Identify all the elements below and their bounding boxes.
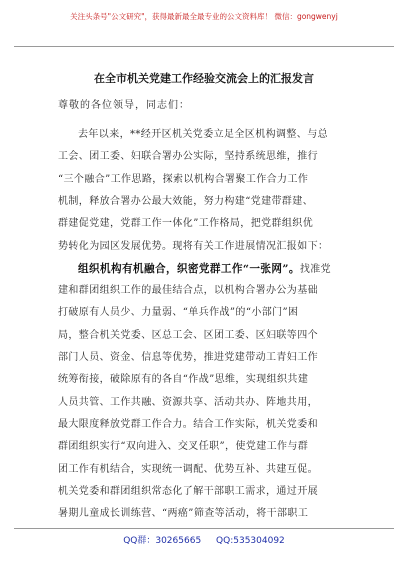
line-text: 势转化为园区发展优势。现将有关工作进展情况汇报如下：	[58, 240, 329, 252]
body-line	[58, 485, 318, 499]
body-line	[58, 351, 318, 365]
qq-group-text: QQ群：30265665	[123, 536, 202, 546]
line-text: 部门人员、资金、信息等优势，推进党建带动工青妇工作	[58, 352, 318, 363]
body-line	[58, 329, 318, 343]
body-line	[58, 418, 318, 432]
section-heading: 组织机构有机融合，织密党群工作“一张网”。	[78, 262, 300, 275]
body-line	[58, 240, 328, 254]
line-text: 去年以来，**经开区机关党委立足全区机构调整、与总	[78, 129, 328, 140]
body-line	[58, 217, 313, 231]
line-text: 机制，释放合署办公最大效能，努力构建“党建带群建、	[58, 195, 314, 207]
line-text: 工会、团工委、妇联合署办公实际，坚持系统思维，推行	[58, 151, 318, 163]
body-line	[78, 262, 331, 276]
qq-number-text: QQ:535304092	[216, 536, 285, 546]
line-text: 最大限度释放党群工作合力。结合工作实际，机关党委和	[58, 418, 318, 430]
body-line	[58, 195, 313, 209]
body-line	[58, 173, 308, 187]
line-text: 建和群团组织工作的最佳结合点，以机构合署办公为基础	[58, 285, 318, 297]
body-line	[58, 284, 318, 298]
body-line	[58, 150, 318, 164]
line-text: 人员共管、工作共融、资源共享、活动共办、阵地共用，	[58, 396, 318, 408]
line-text: 机关党委和群团组织常态化了解干部职工需求，通过开展	[58, 485, 318, 497]
body-line	[58, 306, 298, 320]
document-title: 在全市机关党建工作经验交流会上的汇报发言	[94, 72, 314, 85]
line-text: 群建促党建，党群工作一体化”工作格局，把党群组织优	[58, 218, 314, 230]
body-line	[58, 440, 308, 454]
line-text: “三个融合”工作思路，探索以机构合署聚工作合力工作	[58, 173, 309, 185]
salutation: 尊敬的各位领导，同志们：	[58, 100, 190, 111]
footer-divider	[14, 528, 394, 529]
watermark-header: 关注头条号"公文研究"，获得最新最全最专业的公文资料库！ 微信：gongwenyj	[70, 12, 338, 21]
footer-contact	[0, 533, 408, 546]
line-text: 暑期儿童成长训练营、“两癌”筛查等活动，将干部职工	[58, 508, 309, 520]
line-text: 打破原有人员少、力量弱、“单兵作战”的“小部门”困	[58, 307, 299, 319]
line-text: 局，整合机关党委、区总工会、区团工委、区妇联等四个	[58, 329, 318, 341]
line-text: 团工作有机结合，实现统一调配、优势互补、共建互促。	[58, 463, 318, 475]
line-text: 群团组织实行“双向进入、交叉任职”，使党建工作与群	[58, 441, 309, 453]
body-line	[58, 507, 308, 521]
body-line	[58, 463, 318, 477]
header-divider	[14, 46, 394, 47]
body-line	[58, 373, 308, 387]
line-text: 找准党	[299, 263, 332, 275]
body-line	[78, 128, 328, 142]
line-text: 统筹衔接，破除原有的各自“作战”思维，实现组织共建	[58, 374, 309, 386]
body-line	[58, 396, 318, 410]
